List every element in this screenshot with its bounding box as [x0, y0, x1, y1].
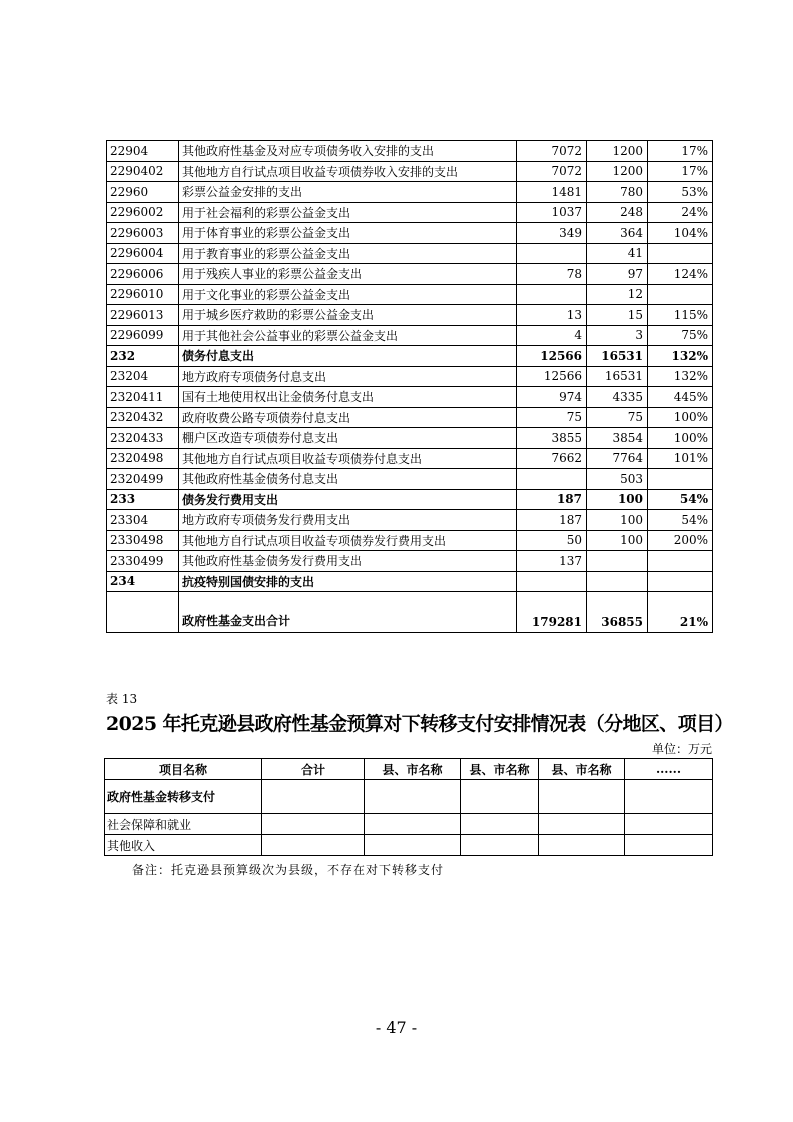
table-row — [107, 510, 713, 531]
budget-table — [106, 140, 713, 633]
table-row — [107, 387, 713, 408]
row-percent: 53% — [648, 182, 713, 203]
row-name: 其他政府性基金债务发行费用支出 — [179, 551, 517, 572]
row-code: 2330498 — [107, 530, 179, 551]
row-name: 棚户区改造专项债券付息支出 — [179, 428, 517, 449]
table-row — [107, 223, 713, 244]
row-percent — [648, 571, 713, 592]
row-value-1: 349 — [517, 223, 587, 244]
row-value-2: 4335 — [587, 387, 648, 408]
row-code: 2296010 — [107, 284, 179, 305]
header-more: ...... — [625, 759, 713, 780]
table-row — [105, 814, 713, 835]
row-value-1: 179281 — [517, 592, 587, 633]
row-value-2: 503 — [587, 469, 648, 490]
table-row — [107, 428, 713, 449]
row-code: 2320498 — [107, 448, 179, 469]
row-value-2: 97 — [587, 264, 648, 285]
row-percent: 104% — [648, 223, 713, 244]
row-value-1 — [517, 284, 587, 305]
row-code — [107, 592, 179, 633]
table-row — [107, 325, 713, 346]
row-code: 232 — [107, 346, 179, 367]
row-code: 2296004 — [107, 243, 179, 264]
row-value-1: 1481 — [517, 182, 587, 203]
table-row — [107, 571, 713, 592]
row-value-1: 1037 — [517, 202, 587, 223]
row-code: 22904 — [107, 141, 179, 162]
table-label: 表 13 — [106, 692, 138, 706]
row-value-2: 15 — [587, 305, 648, 326]
row-code: 2296006 — [107, 264, 179, 285]
row-percent: 445% — [648, 387, 713, 408]
row-value-1: 12566 — [517, 366, 587, 387]
row-value-1 — [517, 571, 587, 592]
row-name: 用于体育事业的彩票公益金支出 — [179, 223, 517, 244]
table-row — [107, 202, 713, 223]
table-row — [107, 592, 713, 633]
row-value-1: 7072 — [517, 141, 587, 162]
row-name: 用于残疾人事业的彩票公益金支出 — [179, 264, 517, 285]
row-percent: 75% — [648, 325, 713, 346]
row-percent — [648, 284, 713, 305]
row-percent: 115% — [648, 305, 713, 326]
row-value-1: 75 — [517, 407, 587, 428]
row-value-1: 3855 — [517, 428, 587, 449]
row-value-2: 36855 — [587, 592, 648, 633]
table-row — [107, 161, 713, 182]
row-value-1 — [517, 243, 587, 264]
row-value-2: 100 — [587, 489, 648, 510]
table-row — [107, 264, 713, 285]
row-name: 彩票公益金安排的支出 — [179, 182, 517, 203]
row-value-2: 75 — [587, 407, 648, 428]
row-value-2: 12 — [587, 284, 648, 305]
row-value-2: 7764 — [587, 448, 648, 469]
row-value-2 — [587, 571, 648, 592]
row-percent: 132% — [648, 366, 713, 387]
row-code: 2296002 — [107, 202, 179, 223]
row-code: 2320432 — [107, 407, 179, 428]
row-value-2: 3 — [587, 325, 648, 346]
row-name: 其他地方自行试点项目收益专项债券发行费用支出 — [179, 530, 517, 551]
table-row — [107, 346, 713, 367]
row-value-1: 78 — [517, 264, 587, 285]
row-value-2: 1200 — [587, 161, 648, 182]
row-percent: 124% — [648, 264, 713, 285]
row-name: 地方政府专项债务发行费用支出 — [179, 510, 517, 531]
row-value-2: 1200 — [587, 141, 648, 162]
row-name: 政府收费公路专项债券付息支出 — [179, 407, 517, 428]
row-percent: 100% — [648, 407, 713, 428]
table-row — [107, 141, 713, 162]
row-code: 23304 — [107, 510, 179, 531]
transfer-table — [104, 758, 713, 856]
row-name: 其他政府性基金债务付息支出 — [179, 469, 517, 490]
row-code: 2320433 — [107, 428, 179, 449]
note-text: 备注：托克逊县预算级次为县级，不存在对下转移支付 — [132, 863, 445, 877]
row-value-2 — [587, 551, 648, 572]
row-code: 233 — [107, 489, 179, 510]
row-percent: 21% — [648, 592, 713, 633]
row-name: 用于其他社会公益事业的彩票公益金支出 — [179, 325, 517, 346]
table-row — [107, 551, 713, 572]
row-label: 政府性基金转移支付 — [105, 780, 262, 814]
row-name: 其他地方自行试点项目收益专项债券收入安排的支出 — [179, 161, 517, 182]
row-percent — [648, 469, 713, 490]
row-value-1: 974 — [517, 387, 587, 408]
row-name: 用于城乡医疗救助的彩票公益金支出 — [179, 305, 517, 326]
header-item-name: 项目名称 — [105, 759, 262, 780]
row-percent: 101% — [648, 448, 713, 469]
row-value-1: 187 — [517, 489, 587, 510]
row-code: 2296013 — [107, 305, 179, 326]
row-value-2: 100 — [587, 510, 648, 531]
row-value-2: 16531 — [587, 346, 648, 367]
row-value-2: 780 — [587, 182, 648, 203]
row-value-1 — [517, 469, 587, 490]
table-row — [107, 182, 713, 203]
row-code: 2290402 — [107, 161, 179, 182]
row-percent — [648, 551, 713, 572]
row-percent: 100% — [648, 428, 713, 449]
page-number: - 47 - — [375, 1018, 418, 1037]
header-county-3: 县、市名称 — [539, 759, 625, 780]
row-name: 用于教育事业的彩票公益金支出 — [179, 243, 517, 264]
table-row — [107, 305, 713, 326]
row-value-1: 137 — [517, 551, 587, 572]
row-code: 22960 — [107, 182, 179, 203]
transfer-header-row — [105, 759, 713, 780]
row-code: 234 — [107, 571, 179, 592]
row-name: 债务付息支出 — [179, 346, 517, 367]
header-county-2: 县、市名称 — [461, 759, 539, 780]
row-value-1: 7662 — [517, 448, 587, 469]
row-code: 2320411 — [107, 387, 179, 408]
row-name: 其他政府性基金及对应专项债务收入安排的支出 — [179, 141, 517, 162]
row-value-2: 248 — [587, 202, 648, 223]
row-value-2: 41 — [587, 243, 648, 264]
row-label: 其他收入 — [105, 835, 262, 856]
row-percent: 54% — [648, 489, 713, 510]
row-value-1: 50 — [517, 530, 587, 551]
table-row — [105, 780, 713, 814]
row-percent: 200% — [648, 530, 713, 551]
row-value-1: 7072 — [517, 161, 587, 182]
table-row — [107, 366, 713, 387]
table-row — [107, 407, 713, 428]
row-name: 地方政府专项债务付息支出 — [179, 366, 517, 387]
row-value-1: 12566 — [517, 346, 587, 367]
row-value-1: 4 — [517, 325, 587, 346]
row-name: 抗疫特别国债安排的支出 — [179, 571, 517, 592]
row-value-2: 364 — [587, 223, 648, 244]
row-percent — [648, 243, 713, 264]
row-name: 国有土地使用权出让金债务付息支出 — [179, 387, 517, 408]
row-code: 23204 — [107, 366, 179, 387]
row-value-2: 16531 — [587, 366, 648, 387]
table-row — [105, 835, 713, 856]
header-county-1: 县、市名称 — [365, 759, 461, 780]
header-total: 合计 — [262, 759, 365, 780]
table-row — [107, 530, 713, 551]
row-code: 2296003 — [107, 223, 179, 244]
row-name: 用于文化事业的彩票公益金支出 — [179, 284, 517, 305]
row-label: 社会保障和就业 — [105, 814, 262, 835]
row-name: 其他地方自行试点项目收益专项债券付息支出 — [179, 448, 517, 469]
table-row — [107, 243, 713, 264]
row-percent: 132% — [648, 346, 713, 367]
row-code: 2320499 — [107, 469, 179, 490]
row-name: 债务发行费用支出 — [179, 489, 517, 510]
unit-label: 单位：万元 — [651, 742, 712, 756]
table-row — [107, 448, 713, 469]
row-percent: 54% — [648, 510, 713, 531]
row-percent: 17% — [648, 141, 713, 162]
row-name: 政府性基金支出合计 — [179, 592, 517, 633]
row-value-2: 100 — [587, 530, 648, 551]
table-row — [107, 489, 713, 510]
table-row — [107, 284, 713, 305]
row-name: 用于社会福利的彩票公益金支出 — [179, 202, 517, 223]
table-title: 2025 年托克逊县政府性基金预算对下转移支付安排情况表（分地区、项目） — [106, 713, 733, 735]
row-percent: 17% — [648, 161, 713, 182]
row-value-1: 13 — [517, 305, 587, 326]
row-value-2: 3854 — [587, 428, 648, 449]
row-code: 2330499 — [107, 551, 179, 572]
row-code: 2296099 — [107, 325, 179, 346]
row-percent: 24% — [648, 202, 713, 223]
row-value-1: 187 — [517, 510, 587, 531]
table-row — [107, 469, 713, 490]
